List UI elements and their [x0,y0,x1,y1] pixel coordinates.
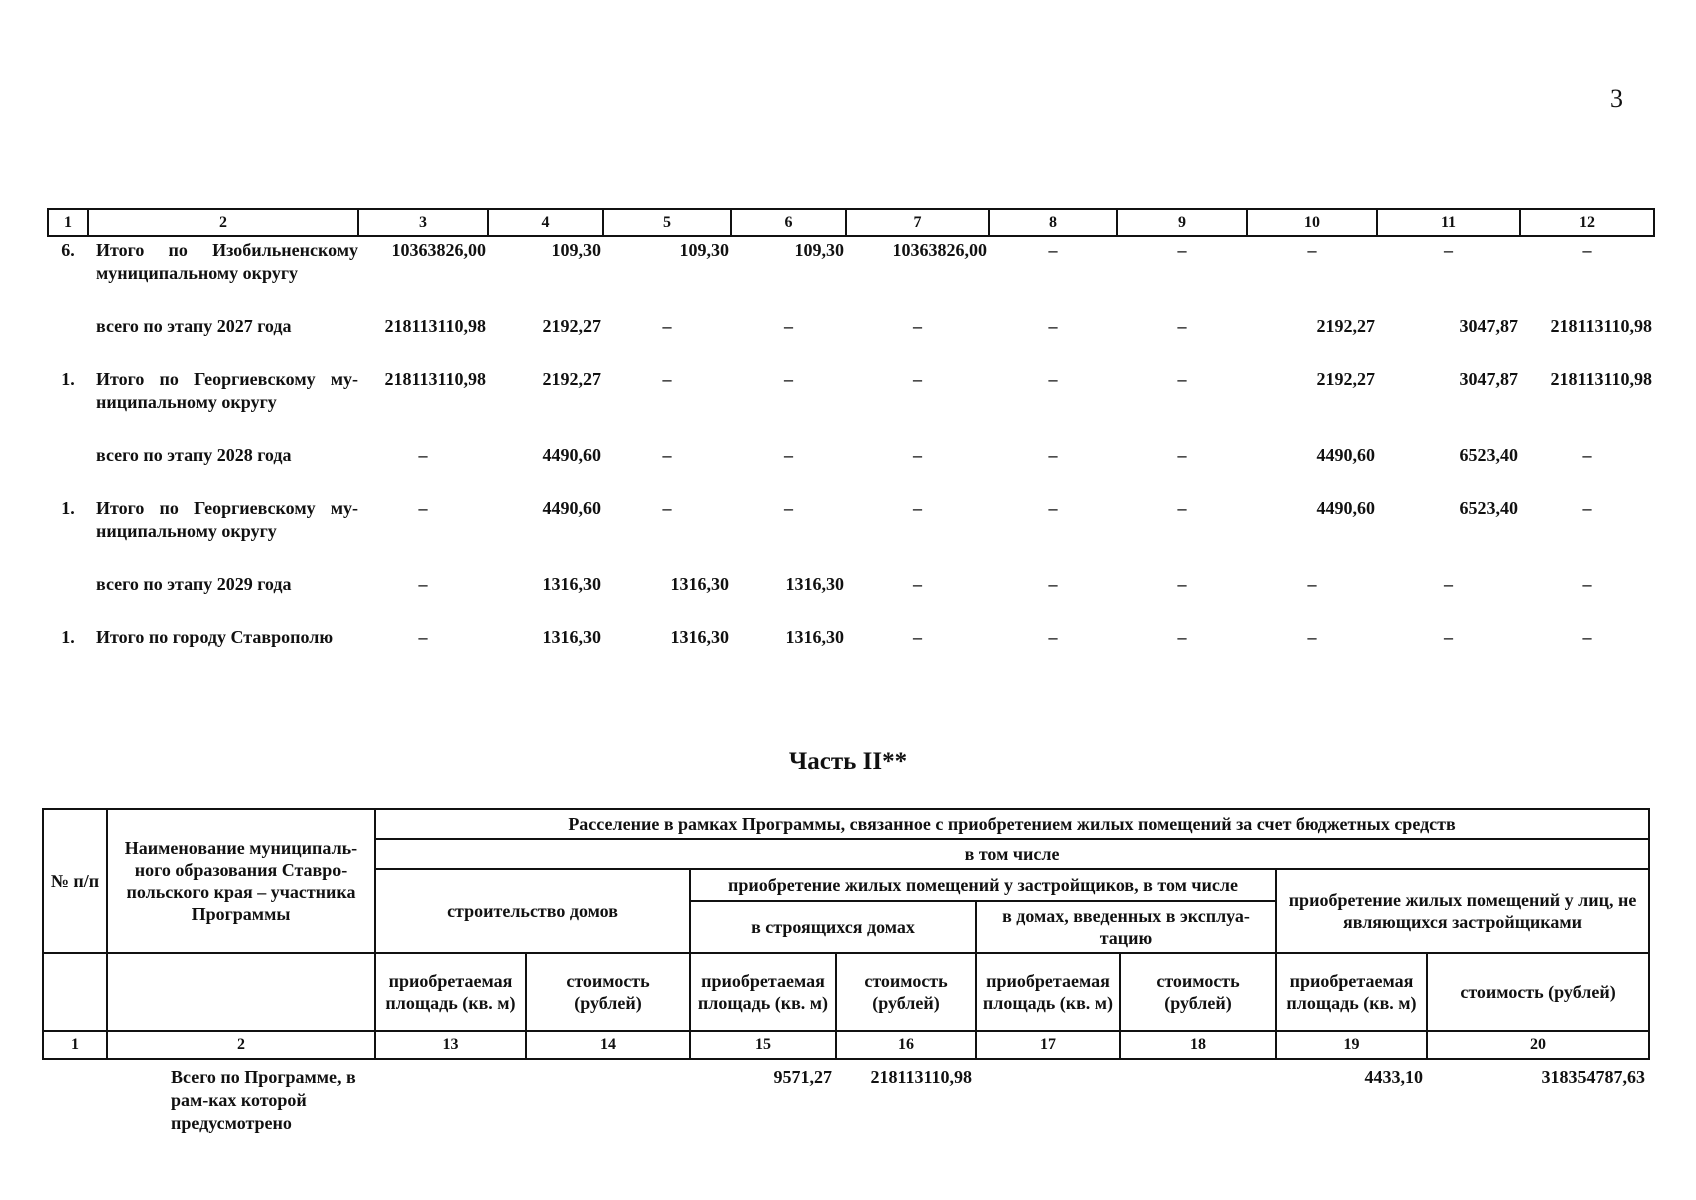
row-value: 1316,30 [670,627,729,647]
row-value: – [418,498,428,518]
header-cost-16: стоимость (рублей) [836,953,976,1031]
row-value: – [1582,574,1592,594]
row-name: всего по этапу 2028 года [96,445,292,465]
row-value: – [1048,445,1058,465]
total-index [43,1059,107,1135]
total-value: 318354787,63 [1541,1067,1646,1087]
row-value: 218113110,98 [384,369,486,389]
row-index [48,313,88,338]
column-number-cell: 5 [603,209,731,236]
row-value: 109,30 [679,240,729,260]
row-index: 1. [61,369,75,389]
part2-title: Часть II** [788,748,908,775]
row-value: – [1582,498,1592,518]
column-number-cell: 18 [1120,1031,1276,1059]
table-row [48,236,1654,285]
row-value: 2192,27 [1316,316,1375,336]
row-value: 6523,40 [1459,445,1518,465]
row-index: 1. [61,627,75,647]
row-value: – [1177,627,1187,647]
row-value: – [418,574,428,594]
part2-table [42,808,1650,1135]
header-area-15: приобретаемая площадь (кв. м) [690,953,836,1031]
row-name: Итого по Георгиевскому му-ниципальному округу [96,498,358,541]
row-value: 10363826,00 [391,240,486,260]
row-spacer [48,285,1654,313]
row-value: – [662,316,672,336]
row-index [48,571,88,596]
row-value: – [418,627,428,647]
row-value: 6523,40 [1459,498,1518,518]
column-number-cell: 17 [976,1031,1120,1059]
header-area-19: приобретаемая площадь (кв. м) [1276,953,1427,1031]
row-value: – [1444,627,1453,647]
row-name: Итого по Изобильненскому муниципальному округу [96,240,358,283]
row-index [48,442,88,467]
row-value: 1316,30 [542,574,601,594]
total-value [375,1059,526,1135]
row-value: – [1048,316,1058,336]
table-row [48,495,1654,543]
column-number-cell: 20 [1427,1031,1649,1059]
total-value [526,1059,690,1135]
header-resettlement: Расселение в рамках Программы, связанное с приобретением жилых помещений за счет бюджетных средств [375,809,1649,839]
row-value: – [1048,574,1058,594]
column-number-cell: 2 [88,209,358,236]
row-value: – [662,445,672,465]
header-purchase-from-non-developers: приобретение жилых помещений у лиц, не являющихся застройщиками [1276,869,1649,953]
row-value: 1316,30 [542,627,601,647]
header-cost-20: стоимость (рублей) [1427,953,1649,1031]
row-value: – [913,574,922,594]
row-value: 3047,87 [1459,316,1518,336]
row-value: – [784,498,793,518]
row-name: всего по этапу 2027 года [96,316,292,336]
header-area-17: приобретаемая площадь (кв. м) [976,953,1120,1031]
row-value: 4490,60 [542,445,601,465]
row-index: 6. [61,240,75,260]
row-value: 109,30 [551,240,601,260]
header-cost-14: стоимость (рублей) [526,953,690,1031]
page-number: 3 [1610,84,1623,113]
row-value: – [1177,498,1187,518]
row-value: – [1048,498,1058,518]
total-value [1120,1059,1276,1135]
row-value: – [1444,240,1453,260]
column-number-cell: 1 [48,209,88,236]
header-including: в том числе [375,839,1649,869]
row-value: – [784,369,793,389]
row-value: 218113110,98 [1550,316,1652,336]
row-value: – [418,445,428,465]
part1-table [47,208,1655,649]
row-value: 4490,60 [1316,498,1375,518]
row-value: – [1177,316,1187,336]
row-spacer [48,543,1654,571]
row-value: – [1582,627,1592,647]
row-name: всего по этапу 2029 года [96,574,292,594]
row-value: – [1307,240,1317,260]
column-number-cell: 19 [1276,1031,1427,1059]
row-value: – [662,498,672,518]
column-number-cell: 4 [488,209,603,236]
row-value: – [913,316,922,336]
row-value: – [1177,574,1187,594]
column-number-cell: 14 [526,1031,690,1059]
row-value: – [662,369,672,389]
header-spacer [43,953,107,1031]
column-number-cell: 6 [731,209,846,236]
row-name: Итого по городу Ставрополю [96,627,334,647]
row-value: 1316,30 [785,574,844,594]
header-area-13: приобретаемая площадь (кв. м) [375,953,526,1031]
header-house-construction: строительство домов [375,869,690,953]
row-value: 2192,27 [542,316,601,336]
row-value: 2192,27 [1316,369,1375,389]
row-spacer [48,596,1654,624]
header-number: № п/п [43,809,107,953]
row-value: 218113110,98 [1550,369,1652,389]
row-value: 1316,30 [785,627,844,647]
row-value: – [913,627,922,647]
header-purchase-from-developers: приобретение жилых помещений у застройщиков, в том числе [690,869,1276,901]
row-value: 2192,27 [542,369,601,389]
row-spacer [48,467,1654,495]
row-value: – [1307,627,1317,647]
row-name: Итого по Георгиевскому му-ниципальному округу [96,369,358,412]
table-row [48,366,1654,414]
row-value: – [1582,445,1592,465]
table-row [48,442,1654,467]
header-cost-18: стоимость (рублей) [1120,953,1276,1031]
column-number-cell: 10 [1247,209,1377,236]
row-value: 109,30 [794,240,844,260]
row-spacer [48,338,1654,366]
table-row [48,313,1654,338]
row-value: – [1582,240,1592,260]
header-spacer [107,953,375,1031]
row-value: – [1048,369,1058,389]
table-row [48,624,1654,649]
row-value: – [1177,369,1187,389]
row-value: – [784,445,793,465]
row-value: 1316,30 [670,574,729,594]
row-value: 4490,60 [1316,445,1375,465]
column-number-cell: 13 [375,1031,526,1059]
total-value [976,1059,1120,1135]
column-number-cell: 9 [1117,209,1247,236]
row-value: – [1177,240,1187,260]
column-number-cell: 12 [1520,209,1654,236]
total-value: 4433,10 [1364,1067,1423,1087]
row-value: 218113110,98 [384,316,486,336]
row-value: – [1177,445,1187,465]
row-value: – [1444,574,1453,594]
total-label: Всего по Программе, в рам-ках которой предусмотрено [171,1067,356,1133]
header-under-construction: в строящихся домах [690,901,976,953]
column-number-cell: 8 [989,209,1117,236]
column-number-cell: 7 [846,209,989,236]
row-spacer [48,414,1654,442]
table-row [48,571,1654,596]
row-index: 1. [61,498,75,518]
row-value: – [913,498,922,518]
row-value: – [913,369,922,389]
column-number-cell: 3 [358,209,488,236]
row-value: 10363826,00 [892,240,987,260]
row-value: – [913,445,922,465]
column-number-cell: 16 [836,1031,976,1059]
total-value: 218113110,98 [870,1067,972,1087]
header-commissioned: в домах, введенных в эксплуа-тацию [976,901,1276,953]
row-value: 3047,87 [1459,369,1518,389]
row-value: – [784,316,793,336]
column-number-cell: 1 [43,1031,107,1059]
row-value: – [1048,240,1058,260]
total-value: 9571,27 [773,1067,832,1087]
row-value: – [1048,627,1058,647]
column-number-cell: 11 [1377,209,1520,236]
column-number-cell: 2 [107,1031,375,1059]
header-municipality: Наименование муниципаль-ного образования Ставро-польского края – участника Программы [107,809,375,953]
column-number-cell: 15 [690,1031,836,1059]
row-value: – [1307,574,1317,594]
row-value: 4490,60 [542,498,601,518]
